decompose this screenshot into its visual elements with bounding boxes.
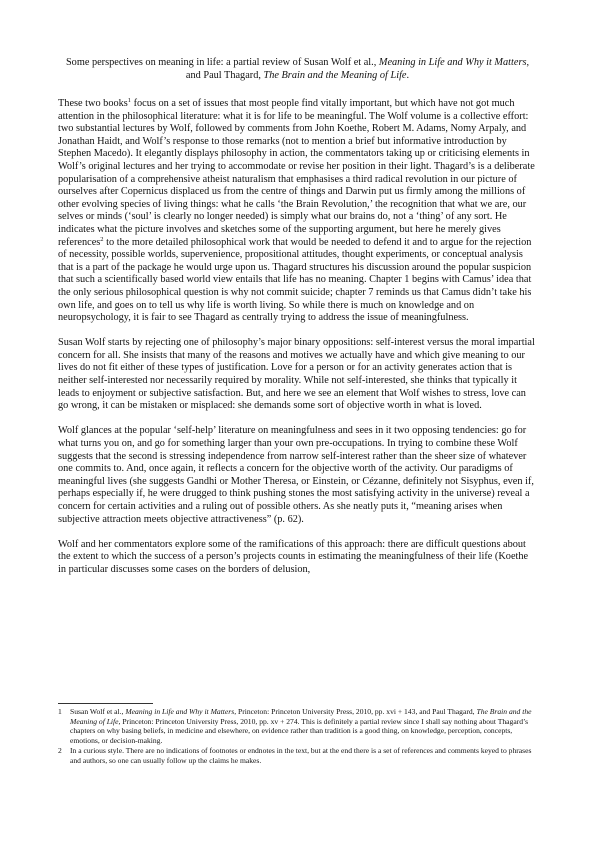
footnote-1 (58, 707, 537, 745)
footnote-2 (58, 746, 537, 765)
footnote-1-book-wolf: Meaning in Life and Why it Matters (125, 707, 235, 716)
article-body (58, 98, 537, 577)
footnote-2-number: 2 (58, 746, 62, 756)
title-book-thagard: The Brain and the Meaning of Life (263, 70, 407, 82)
title-prefix: Some perspectives on meaning in life: a partial review of Susan Wolf et al., (65, 57, 379, 68)
paragraph-4: Wolf and her commentators explore some of the ramifications of this approach: there are difficult questions about the extent to which the success of a person’s projects counts in estimating the meaningfulness of their life (Koethe in particular discusses some cases on the borders of delusion, (58, 538, 529, 575)
review-title (58, 56, 537, 82)
footnote-1-part-b: , Princeton: Princeton University Press, 2010, pp. xvi + 143, and Paul Thagard, (234, 707, 477, 716)
paragraph-1-middle: focus on a set of issues that most people find vitally important, but which have not got much attention in the philosophical literature: what it is for life to be meaningful. The Wolf volume is a collective effort: two substantial lectures by Wolf, followed by comments from John Koethe, Robert M. Adams, Nomy Arpaly, and Jonathan Haidt, and Wolf’s response to those remarks (not to mention a brief but informative introduction by Stephen Macedo). It elegantly displays philosophy in action, the commentators taking up or criticising elements in Wolf’s original lectures and her trying to accommodate or revise her position in their light. Thagard’s is a deliberate popularisation of a comprehensive atheist naturalism that emphasises a third radical revolution in our picture of ourselves after Copernicus displaced us from the centre of things and Darwin put us firmly among the millions of other evolving species of living things: what he calls ‘the Brain Revolution,’ the recognition that what we are, our selves or minds (‘soul’ is clearly no longer needed) is simply what our brains do, not a ‘thing’ of any sort. He indicates what the picture involves and sketches some of the supporting argument, but here he merely gives references (58, 98, 535, 248)
paragraph-2: Susan Wolf starts by rejecting one of philosophy’s major binary oppositions: self-interest versus the moral impartial concern for all. She insists that many of the reasons and motives we actually have and which give meaning to our lives do not fit either of these types of justification. Love for a person or for an activity generates action that is neither self-interested nor necessarily required by morality. While not self-interested, she thinks that typically it leads to enjoyment or subjective satisfaction. But, and here we see an element that Wolf wishes to stress, love can go wrong, it can be mistaken or misplaced: she demands some sort of objective worth in what is loved. (58, 337, 535, 412)
title-suffix: . (406, 70, 410, 82)
footnote-separator (58, 703, 153, 704)
footnote-1-text (70, 707, 537, 745)
footnote-ref-1: 1 (127, 97, 132, 105)
paragraph-1-start: These two books (58, 98, 128, 109)
title-middle: , and Paul Thagard, (185, 57, 530, 82)
footnote-2-text: In a curious style. There are no indications of footnotes or endnotes in the text, but at the end there is a set of references and comments keyed to phrases and authors, so one can usually follow up the claims he makes. (70, 746, 532, 765)
paragraph-1 (58, 98, 537, 325)
footnote-1-number: 1 (58, 707, 62, 716)
footnote-1-part-c: , Princeton: Princeton University Press, 2010, pp. xv + 274. This is definitely a partial review since I shall say nothing about Thagard’s chapters on why basing beliefs, in medicine and elsewhere, on evidence rather than tradition is a good thing, on knowledge, perception, concepts, emotions, or decision-making. (70, 716, 529, 745)
footnote-ref-2: 2 (100, 235, 104, 243)
paragraph-1-end: to the more detailed philosophical work that would be needed to defend it and to argue for the rejection of necessity, possible worlds, supervenience, propositional attitudes, thought experiments, or conceptual analysis that is a part of the package he would urge upon us. Thagard structures his discussion around the popular suspicion that such a scientifically based world view entails that life has no meaning. Chapter 1 begins with Camus’ idea that the only serious philosophical question is why not commit suicide; chapter 7 reminds us that Camus didn’t take his own life, and goes on to tell us why life is worth living. So while there is much on knowledge and on neuropsychology, it is fair to see Thagard as centrally trying to address the issue of meaningfulness. (58, 236, 532, 324)
footnote-1-book-thagard: The Brain and the Meaning of Life (70, 707, 532, 726)
footnotes (58, 707, 537, 767)
title-book-wolf: Meaning in Life and Why it Matters (378, 57, 527, 68)
footnote-1-part-a: Susan Wolf et al., (70, 707, 126, 716)
paragraph-3: Wolf glances at the popular ‘self-help’ literature on meaningfulness and sees in it two opposing tendencies: go for what turns you on, and go for something larger than your own pre-occupations. In trying to combine these Wolf suggests that the second is stressing independence from narrow self-interest rather than the sheer size of whatever one commits to. And, once again, it reflects a concern for the objective worth of the activity. Our paradigms of meaningful lives (she suggests Gandhi or Mother Theresa, or Einstein, or Cézanne, definitely not Sisyphus, even if, perhaps especially if, he were drugged to think pushing stones the most satisfying activity in the universe) reveal a concern for certain activities and a ruling out of possible others. As she neatly puts it, “meaning arises when subjective attraction meets objective attractiveness” (p. 62). (58, 425, 534, 525)
